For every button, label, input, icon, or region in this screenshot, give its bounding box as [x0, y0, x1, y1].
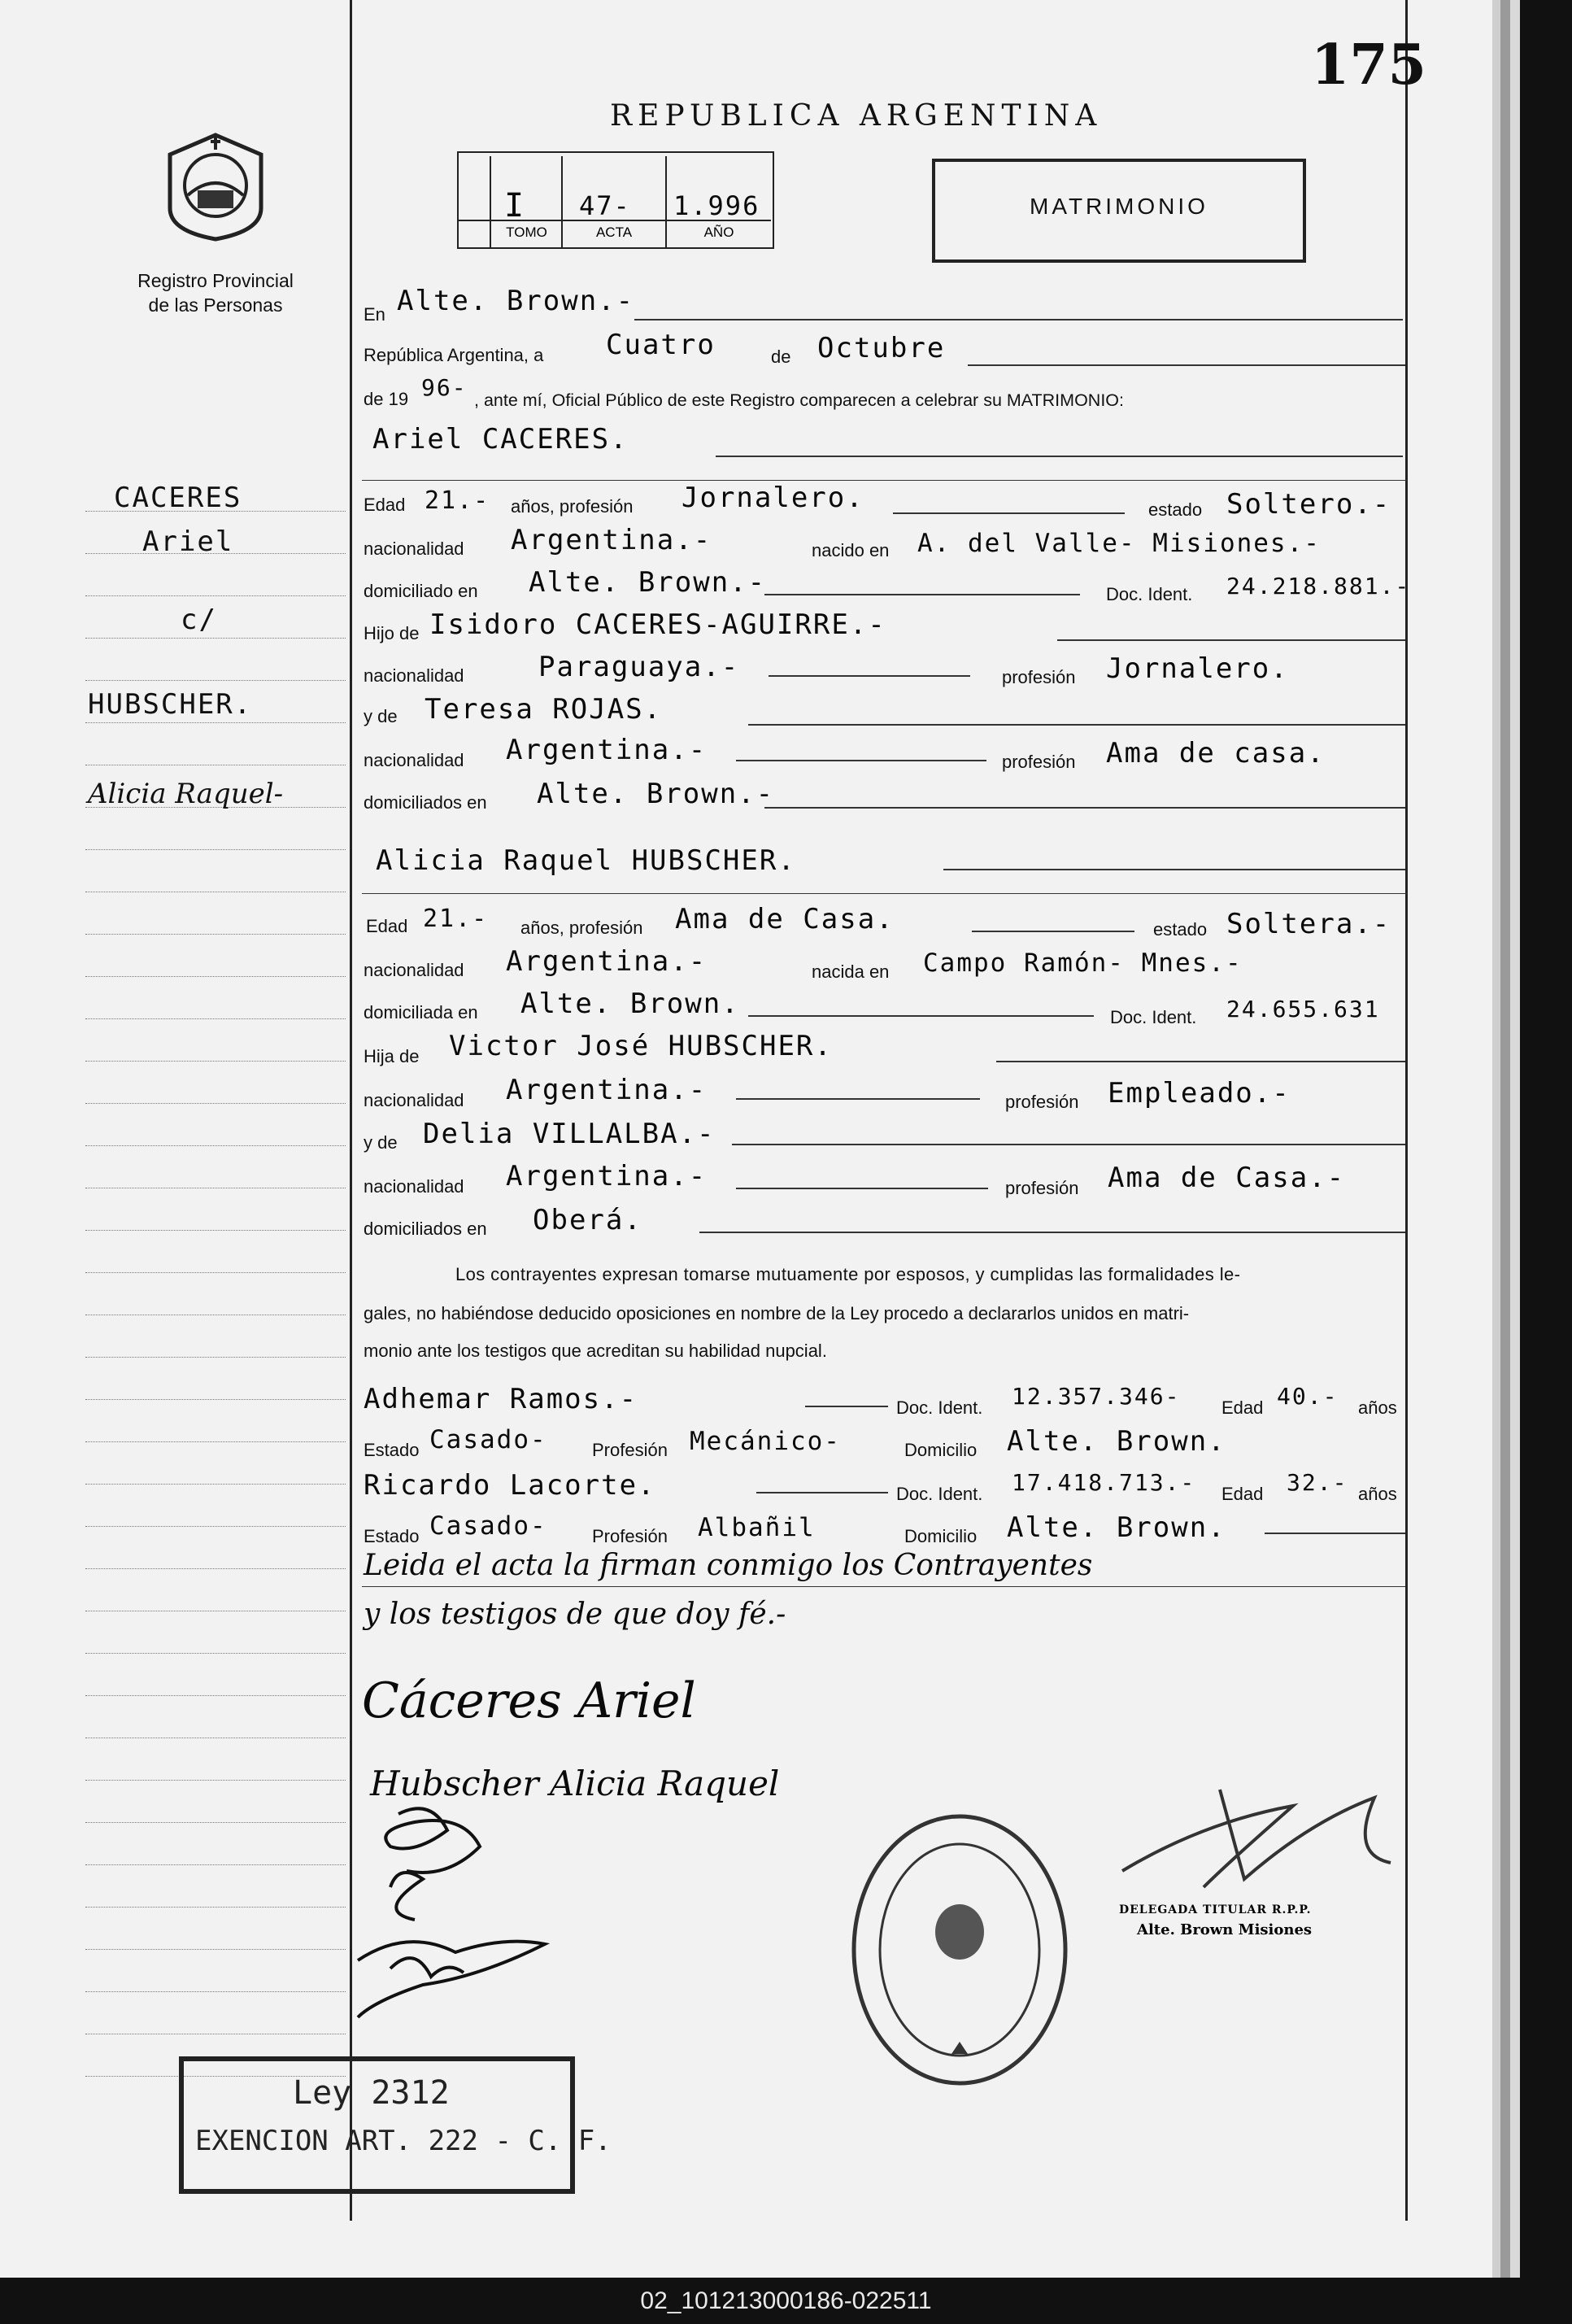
witness-1-name: Adhemar Ramos.-: [364, 1383, 638, 1415]
acta-value: 47-: [579, 190, 631, 221]
bride-prof-line: [972, 931, 1134, 932]
place-line: [634, 319, 1403, 320]
intro-statement: , ante mí, Oficial Público de este Registro comparecen a celebrar su MATRIMONIO:: [474, 390, 1124, 410]
groom-hijo-label: Hijo de: [364, 623, 420, 643]
groom-anos-prof-label: años, profesión: [511, 496, 634, 517]
delegate-signature-icon: [1106, 1773, 1415, 1895]
de-label: de: [771, 347, 791, 367]
tomo-label: TOMO: [506, 225, 547, 240]
margin-groom-surname: CACERES: [114, 482, 242, 514]
groom-rule: [362, 480, 1407, 481]
groom-dom-line: [764, 594, 1080, 595]
bride-estado-label: estado: [1153, 919, 1208, 940]
groom-signature: Cáceres Ariel: [362, 1672, 696, 1729]
witness-2-status: Casado-: [429, 1511, 547, 1541]
witness-1-profession: Mecánico-: [690, 1427, 841, 1456]
margin-groom-name: Ariel: [142, 525, 234, 558]
groom-mother-nat-label: nacionalidad: [364, 750, 464, 770]
margin-connector: c/: [181, 604, 217, 636]
delegate-title: DELEGADA TITULAR R.P.P.: [1119, 1903, 1312, 1916]
groom-mother-prof-label: profesión: [1002, 752, 1076, 772]
bride-edad-label: Edad: [366, 916, 408, 936]
bride-status: Soltera.-: [1226, 908, 1391, 940]
witness-1-edad-label: Edad: [1221, 1397, 1264, 1418]
witness-1-status: Casado-: [429, 1425, 547, 1454]
declaration-line-2: gales, no habiéndose deducido oposiciones en nombre de la Ley procedo a declararlos unidos en matri-: [364, 1303, 1190, 1323]
bride-father-prof-label: profesión: [1005, 1092, 1079, 1112]
groom-nacido-label: nacido en: [812, 540, 890, 560]
declaration-line-1: Los contrayentes expresan tomarse mutuamente por esposos, y cumplidas las formalidades le-: [455, 1264, 1241, 1284]
closing-line-1-rule: [362, 1586, 1405, 1587]
groom-prof-line: [893, 512, 1125, 514]
bride-name-line: [943, 869, 1405, 870]
declaration-line-3: monio ante los testigos que acreditan su habilidad nupcial.: [364, 1341, 827, 1361]
bride-father-nat: Argentina.-: [506, 1074, 708, 1106]
groom-mother: Teresa ROJAS.: [425, 693, 663, 726]
registry-label: [118, 268, 313, 317]
witness-2-edad-label: Edad: [1221, 1484, 1264, 1504]
tomo-value: I: [504, 187, 526, 225]
groom-father: Isidoro CACERES-AGUIRRE.-: [429, 608, 886, 641]
bride-mother-line: [732, 1144, 1405, 1145]
groom-status: Soltero.-: [1226, 488, 1391, 521]
bride-full-name: Alicia Raquel HUBSCHER.: [376, 844, 796, 877]
closing-line-1: Leida el acta la firman conmigo los Contrayentes: [364, 1549, 1093, 1582]
groom-father-nat-line: [769, 675, 970, 677]
witness-2-prof-label: Profesión: [592, 1526, 668, 1546]
ano-value: 1.996: [673, 190, 760, 221]
year-suffix: 96-: [421, 374, 468, 401]
bride-dom-line: [748, 1015, 1094, 1017]
record-type: MATRIMONIO: [1030, 194, 1208, 219]
witness-1-estado-label: Estado: [364, 1440, 420, 1460]
bride-parents-dom: Oberá.: [533, 1204, 642, 1236]
bride-yde-label: y de: [364, 1132, 398, 1153]
bride-hija-label: Hija de: [364, 1046, 420, 1066]
bride-mother-nat-label: nacionalidad: [364, 1176, 464, 1197]
footer-id: 02_101213000186-022511: [640, 2287, 932, 2314]
bride-doc-label: Doc. Ident.: [1110, 1007, 1197, 1027]
witness-2-profession: Albañil: [698, 1513, 816, 1542]
groom-parents-dom-line: [764, 807, 1405, 809]
bride-profession: Ama de Casa.: [675, 903, 895, 935]
groom-birthplace: A. del Valle- Misiones.-: [917, 529, 1321, 558]
witness-1-name-line: [805, 1406, 888, 1407]
witness-signatures-icon: [342, 1798, 569, 2042]
bride-mother-nat-line: [736, 1188, 988, 1189]
witness-2-name: Ricardo Lacorte.: [364, 1469, 656, 1502]
witness-1-domicile: Alte. Brown.: [1007, 1425, 1226, 1458]
witness-2-estado-label: Estado: [364, 1526, 420, 1546]
witness-1-anos-label: años: [1358, 1397, 1397, 1418]
vol-divider-1: [490, 156, 491, 247]
country-title: REPUBLICA ARGENTINA: [610, 99, 1103, 133]
registry-line-2: de las Personas: [148, 294, 283, 316]
groom-edad-label: Edad: [364, 495, 406, 515]
witness-1-doc: 12.357.346-: [1012, 1383, 1181, 1410]
witness-1-prof-label: Profesión: [592, 1440, 668, 1460]
day-value: Cuatro: [606, 329, 716, 361]
groom-father-prof: Jornalero.: [1106, 652, 1289, 685]
bride-mother-prof-label: profesión: [1005, 1178, 1079, 1198]
closing-line-2: y los testigos de que doy fé.-: [364, 1598, 786, 1631]
witness-2-doc: 17.418.713.-: [1012, 1469, 1196, 1496]
witness-2-age: 32.-: [1287, 1469, 1348, 1496]
bride-birthplace: Campo Ramón- Mnes.-: [923, 948, 1243, 978]
bride-nationality: Argentina.-: [506, 945, 708, 978]
groom-estado-label: estado: [1148, 499, 1203, 520]
groom-full-name: Ariel CACERES.: [372, 423, 629, 456]
bride-father-prof: Empleado.-: [1108, 1077, 1291, 1110]
bride-father-line: [996, 1061, 1405, 1062]
bride-rule: [362, 893, 1407, 894]
groom-father-line: [1057, 639, 1405, 641]
witness-1-doc-label: Doc. Ident.: [896, 1397, 983, 1418]
groom-nationality: Argentina.-: [511, 524, 712, 556]
place-value: Alte. Brown.-: [397, 285, 635, 317]
witness-2-dom-line: [1265, 1533, 1405, 1534]
witness-2-dom-label: Domicilio: [904, 1526, 978, 1546]
groom-doc: 24.218.881.-: [1226, 573, 1411, 600]
groom-mother-nat-line: [736, 760, 986, 761]
margin-bride-name: Alicia Raquel-: [88, 778, 284, 810]
groom-father-nat: Paraguaya.-: [538, 651, 740, 683]
bride-nacida-label: nacida en: [812, 961, 890, 982]
bride-age: 21.-: [423, 905, 489, 933]
bride-father-nat-line: [736, 1098, 980, 1100]
witness-1-age: 40.-: [1277, 1383, 1339, 1410]
groom-nac-label: nacionalidad: [364, 538, 464, 559]
groom-age: 21.-: [425, 486, 490, 515]
month-value: Octubre: [817, 332, 946, 364]
bride-mother: Delia VILLALBA.-: [423, 1118, 716, 1150]
groom-parents-dom: Alte. Brown.-: [537, 778, 775, 810]
en-label: En: [364, 304, 385, 325]
bride-parents-dom-line: [699, 1232, 1405, 1233]
month-line: [968, 364, 1405, 366]
bride-mother-nat: Argentina.-: [506, 1160, 708, 1193]
bride-anos-prof-label: años, profesión: [520, 918, 643, 938]
groom-dom-label: domiciliado en: [364, 581, 478, 601]
margin-bride-surname: HUBSCHER.: [88, 688, 253, 721]
page-number: 175: [1311, 33, 1426, 98]
groom-doc-label: Doc. Ident.: [1106, 584, 1193, 604]
groom-mother-nat: Argentina.-: [506, 734, 708, 766]
delegate-location: Alte. Brown Misiones: [1137, 1921, 1313, 1938]
witness-1-dom-label: Domicilio: [904, 1440, 978, 1460]
exemption-line-1: Ley 2312: [293, 2074, 450, 2112]
bride-nac-label: nacionalidad: [364, 960, 464, 980]
groom-name-line: [716, 456, 1403, 457]
groom-mother-prof: Ama de casa.: [1106, 737, 1326, 770]
bride-mother-prof: Ama de Casa.-: [1108, 1162, 1346, 1194]
bride-dom-label: domiciliada en: [364, 1002, 478, 1022]
groom-profession: Jornalero.: [681, 482, 864, 514]
groom-domicile: Alte. Brown.-: [529, 566, 767, 599]
witness-2-doc-label: Doc. Ident.: [896, 1484, 983, 1504]
witness-2-name-line: [756, 1492, 888, 1493]
bride-doc: 24.655.631: [1226, 996, 1380, 1022]
groom-father-prof-label: profesión: [1002, 667, 1076, 687]
bride-father: Victor José HUBSCHER.: [449, 1030, 833, 1062]
groom-father-nat-label: nacionalidad: [364, 665, 464, 686]
exemption-line-2: EXENCION ART. 222 - C. F.: [195, 2125, 612, 2157]
witness-2-anos-label: años: [1358, 1484, 1397, 1504]
registry-oval-stamp-icon: [846, 1810, 1073, 2091]
bride-signature: Hubscher Alicia Raquel: [370, 1764, 780, 1803]
acta-label: ACTA: [595, 225, 633, 240]
ano-label: AÑO: [703, 225, 734, 240]
republica-label: República Argentina, a: [364, 345, 544, 365]
year-prefix: de 19: [364, 389, 409, 409]
bride-domicile: Alte. Brown.: [520, 988, 740, 1020]
provincial-seal-icon: [159, 130, 272, 244]
bride-doms-label: domiciliados en: [364, 1219, 487, 1239]
registry-line-1: Registro Provincial: [137, 270, 294, 291]
witness-2-domicile: Alte. Brown.: [1007, 1511, 1226, 1544]
bride-father-nat-label: nacionalidad: [364, 1090, 464, 1110]
groom-doms-label: domiciliados en: [364, 792, 487, 813]
groom-yde-label: y de: [364, 706, 398, 726]
groom-mother-line: [748, 724, 1405, 726]
